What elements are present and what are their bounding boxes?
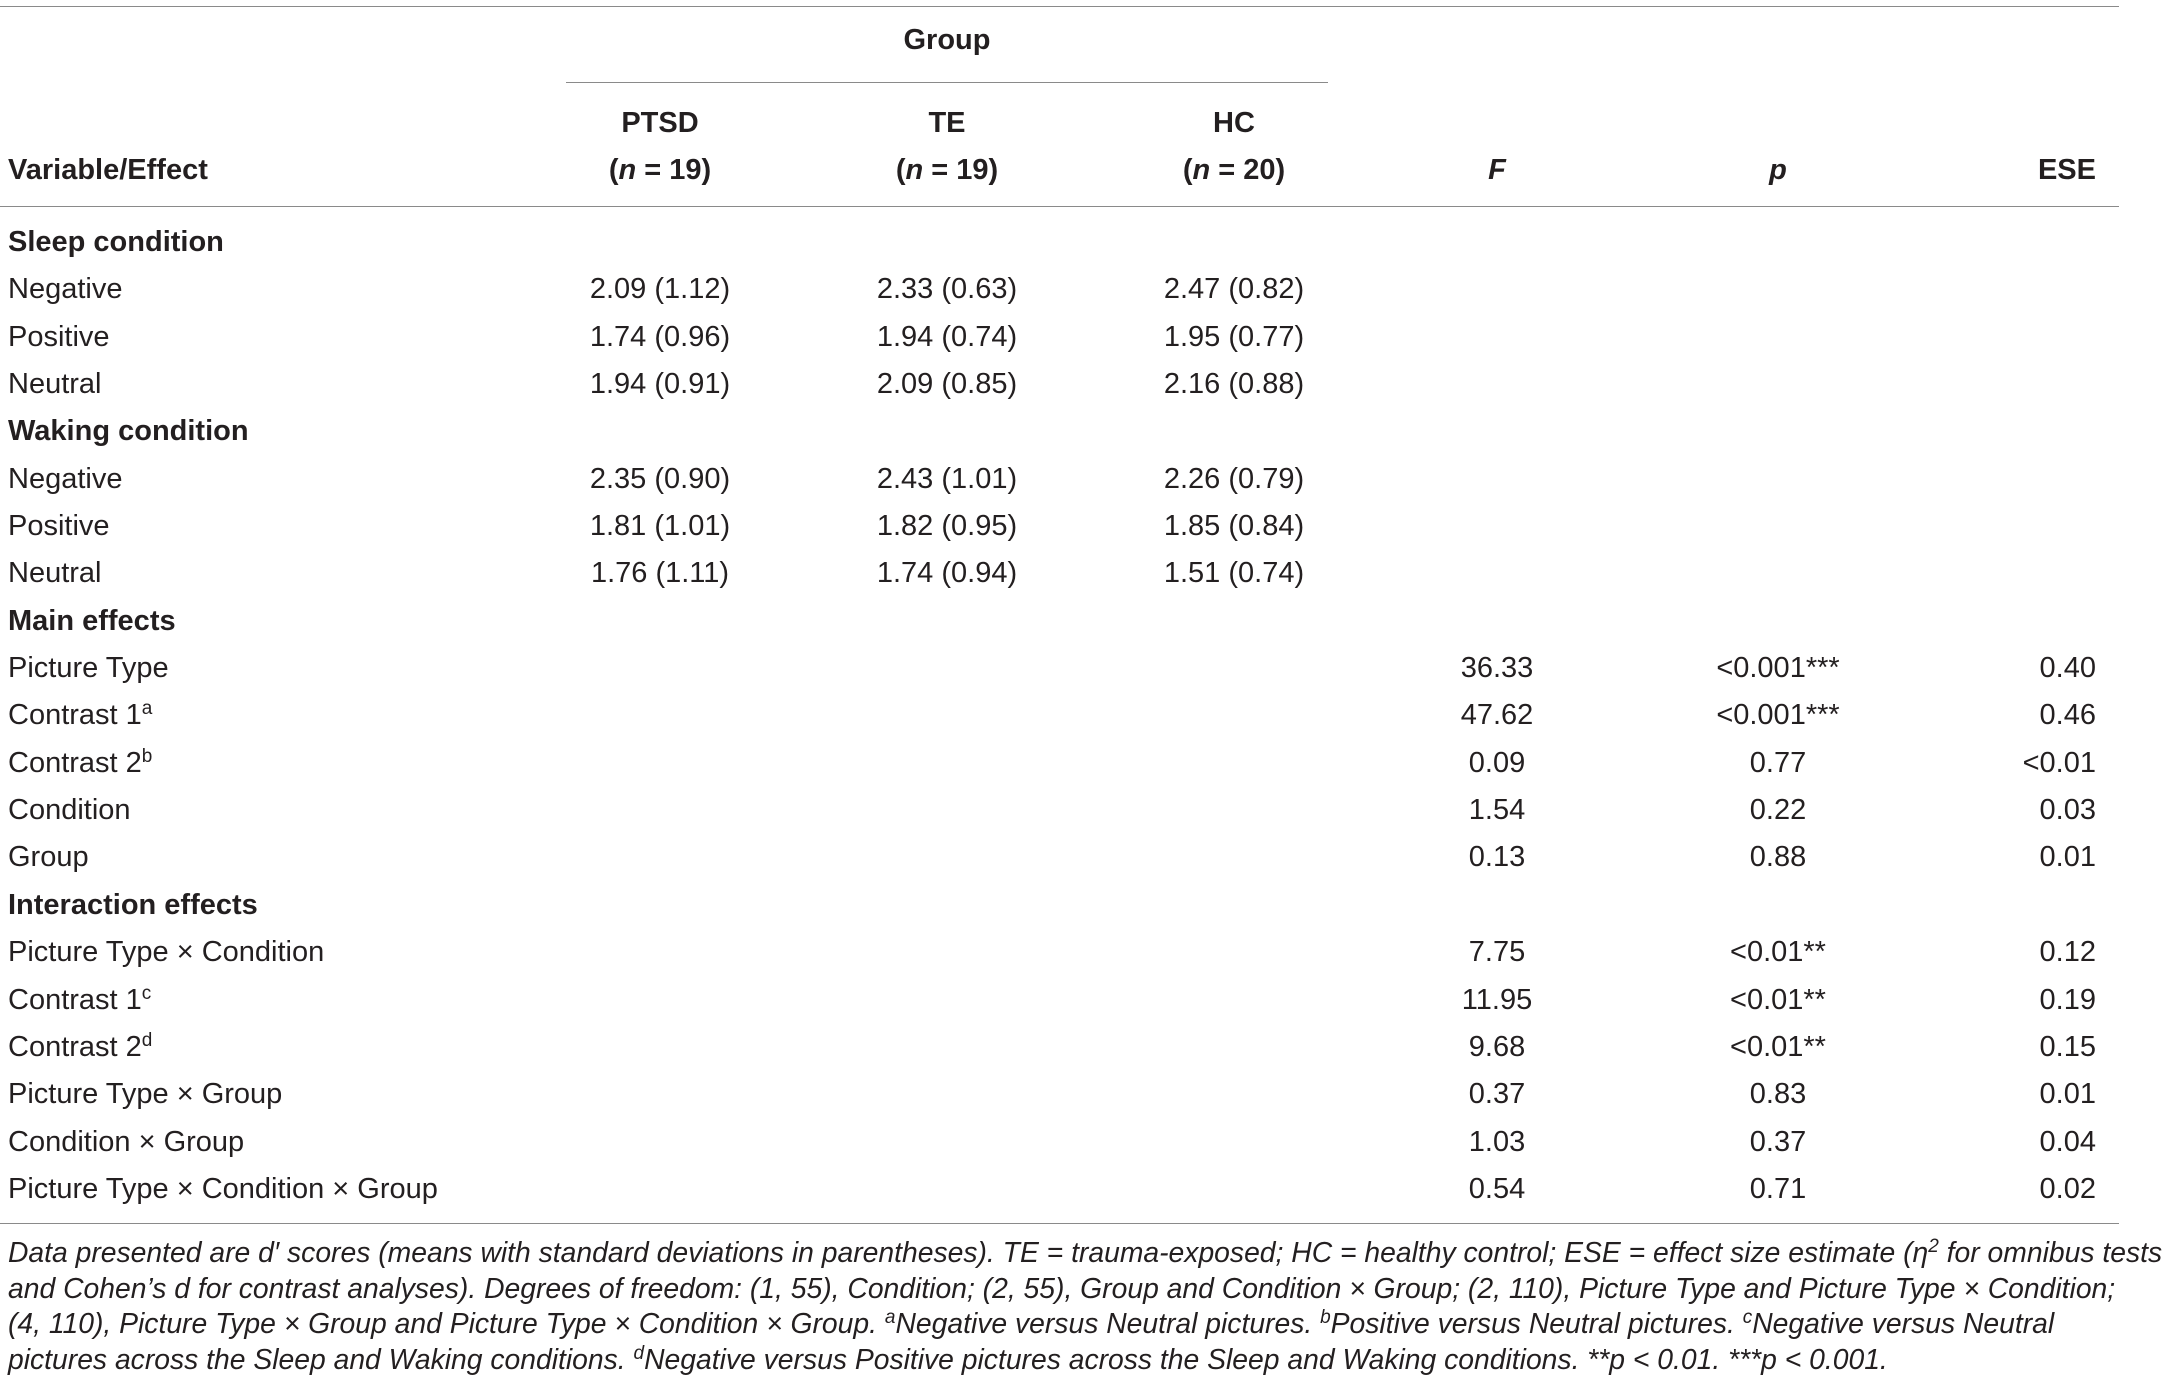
f-value: 47.62 [1460, 699, 1534, 731]
hc-value: 1.51 (0.74) [1163, 557, 1305, 589]
ptsd-value: 2.09 (1.12) [589, 273, 731, 305]
ese-value: 0.12 [2039, 936, 2096, 968]
p-value: <0.001*** [1716, 652, 1840, 684]
p-value: <0.001*** [1716, 699, 1840, 731]
row-label: Picture Type × Condition × Group [8, 1173, 438, 1205]
ese-value: 0.03 [2039, 794, 2096, 826]
te-header: TE [928, 107, 966, 139]
row-label: Neutral [8, 368, 102, 400]
ese-value: 0.01 [2039, 841, 2096, 873]
ptsd-value: 1.76 (1.11) [590, 557, 730, 589]
row-label: Positive [8, 510, 110, 542]
f-value: 1.03 [1468, 1126, 1526, 1158]
ese-value: 0.15 [2039, 1031, 2096, 1063]
p-value: <0.01** [1730, 984, 1826, 1016]
f-value: 0.54 [1468, 1173, 1526, 1205]
row-label: Contrast 2$^b$ [8, 746, 153, 779]
row-label: Positive [8, 321, 110, 353]
f-value: 1.54 [1468, 794, 1526, 826]
hc-value: 2.16 (0.88) [1163, 368, 1305, 400]
row-label: Neutral [8, 557, 102, 589]
ese-value: 0.01 [2039, 1078, 2096, 1110]
top-rule [0, 6, 2119, 7]
row-label: Condition × Group [8, 1126, 245, 1158]
footnote-line: (4, 110), Picture Type × Group and Picture Type × Condition × Group. $^a$Negative versus Neutral pictures. $^b$Positive versus Neutral pictures. $^c$Negative versus Neutral [8, 1307, 2055, 1339]
ese-header: ESE [2037, 154, 2096, 186]
table-footnote [8, 1235, 2162, 1377]
hc-value: 1.95 (0.77) [1163, 321, 1305, 353]
hc-value: 2.47 (0.82) [1163, 273, 1305, 305]
hc-value: 2.26 (0.79) [1163, 463, 1305, 495]
p-header: p [1769, 154, 1787, 186]
hc-header: HC [1213, 107, 1255, 139]
row-label: Group [8, 841, 89, 873]
te-value: 2.33 (0.63) [876, 273, 1018, 305]
f-value: 0.13 [1468, 841, 1526, 873]
p-value: 0.22 [1749, 794, 1807, 826]
ese-value: 0.46 [2039, 699, 2096, 731]
p-value: 0.71 [1749, 1173, 1807, 1205]
f-value: 9.68 [1468, 1031, 1526, 1063]
row-label: Picture Type [8, 652, 169, 684]
p-value: 0.83 [1749, 1078, 1807, 1110]
footnote-line: pictures across the Sleep and Waking conditions. $^d$Negative versus Positive pictures across the Sleep and Waking conditions. **p < 0.01. ***p < 0.001. [8, 1342, 1888, 1375]
te-value: 1.82 (0.95) [876, 510, 1018, 542]
row-label: Picture Type × Group [8, 1078, 283, 1110]
section-title-main: Main effects [8, 605, 176, 637]
hc-value: 1.85 (0.84) [1163, 510, 1305, 542]
row-label: Picture Type × Condition [8, 936, 325, 968]
f-value: 36.33 [1460, 652, 1534, 684]
ese-value: 0.04 [2039, 1126, 2096, 1158]
te-n: (n = 19) [895, 154, 999, 186]
variable-header: Variable/Effect [8, 154, 208, 186]
f-value: 7.75 [1468, 936, 1526, 968]
section-title-interaction: Interaction effects [8, 889, 258, 921]
p-value: <0.01** [1730, 1031, 1826, 1063]
section-title-sleep: Sleep condition [8, 226, 224, 258]
row-label: Condition [8, 794, 131, 826]
row-label: Negative [8, 273, 123, 305]
f-value: 0.09 [1468, 747, 1526, 779]
ptsd-value: 2.35 (0.90) [589, 463, 731, 495]
row-label: Contrast 1$^a$ [8, 698, 153, 731]
section-title-waking: Waking condition [8, 415, 249, 447]
p-value: <0.01** [1730, 936, 1826, 968]
ptsd-n: (n = 19) [608, 154, 712, 186]
group-rule [566, 82, 1328, 83]
f-value: 0.37 [1468, 1078, 1526, 1110]
ptsd-header: PTSD [621, 107, 699, 139]
ese-value: 0.19 [2039, 984, 2096, 1016]
header-rule [0, 206, 2119, 207]
hc-n: (n = 20) [1182, 154, 1286, 186]
p-value: 0.37 [1749, 1126, 1807, 1158]
te-value: 2.43 (1.01) [876, 463, 1018, 495]
row-label: Contrast 2$^d$ [8, 1030, 153, 1063]
p-value: 0.88 [1749, 841, 1807, 873]
f-value: 11.95 [1461, 984, 1533, 1016]
row-label: Negative [8, 463, 123, 495]
te-value: 2.09 (0.85) [876, 368, 1018, 400]
p-value: 0.77 [1749, 747, 1807, 779]
group-header: Group [903, 24, 991, 56]
row-label: Contrast 1$^c$ [8, 983, 152, 1016]
te-value: 1.94 (0.74) [876, 321, 1018, 353]
ptsd-value: 1.94 (0.91) [589, 368, 731, 400]
te-value: 1.74 (0.94) [876, 557, 1018, 589]
ese-value: 0.02 [2039, 1173, 2096, 1205]
footnote-line: and Cohen’s d for contrast analyses). Degrees of freedom: (1, 55), Condition; (2, 55), Group and Condition × Group; (2, 110), Picture Type and Picture Type × Condition; [8, 1271, 2116, 1304]
ese-value: 0.40 [2039, 652, 2096, 684]
ese-value: <0.01 [2022, 747, 2096, 779]
ptsd-value: 1.81 (1.01) [589, 510, 731, 542]
footnote-line: Data presented are d′ scores (means with standard deviations in parentheses). TE = trauma-exposed; HC = healthy control; ESE = effect size estimate ($\eta^2$ for omnibus tests [8, 1236, 2162, 1268]
ptsd-value: 1.74 (0.96) [589, 321, 731, 353]
f-header: F [1488, 154, 1506, 186]
bottom-rule [0, 1223, 2119, 1224]
